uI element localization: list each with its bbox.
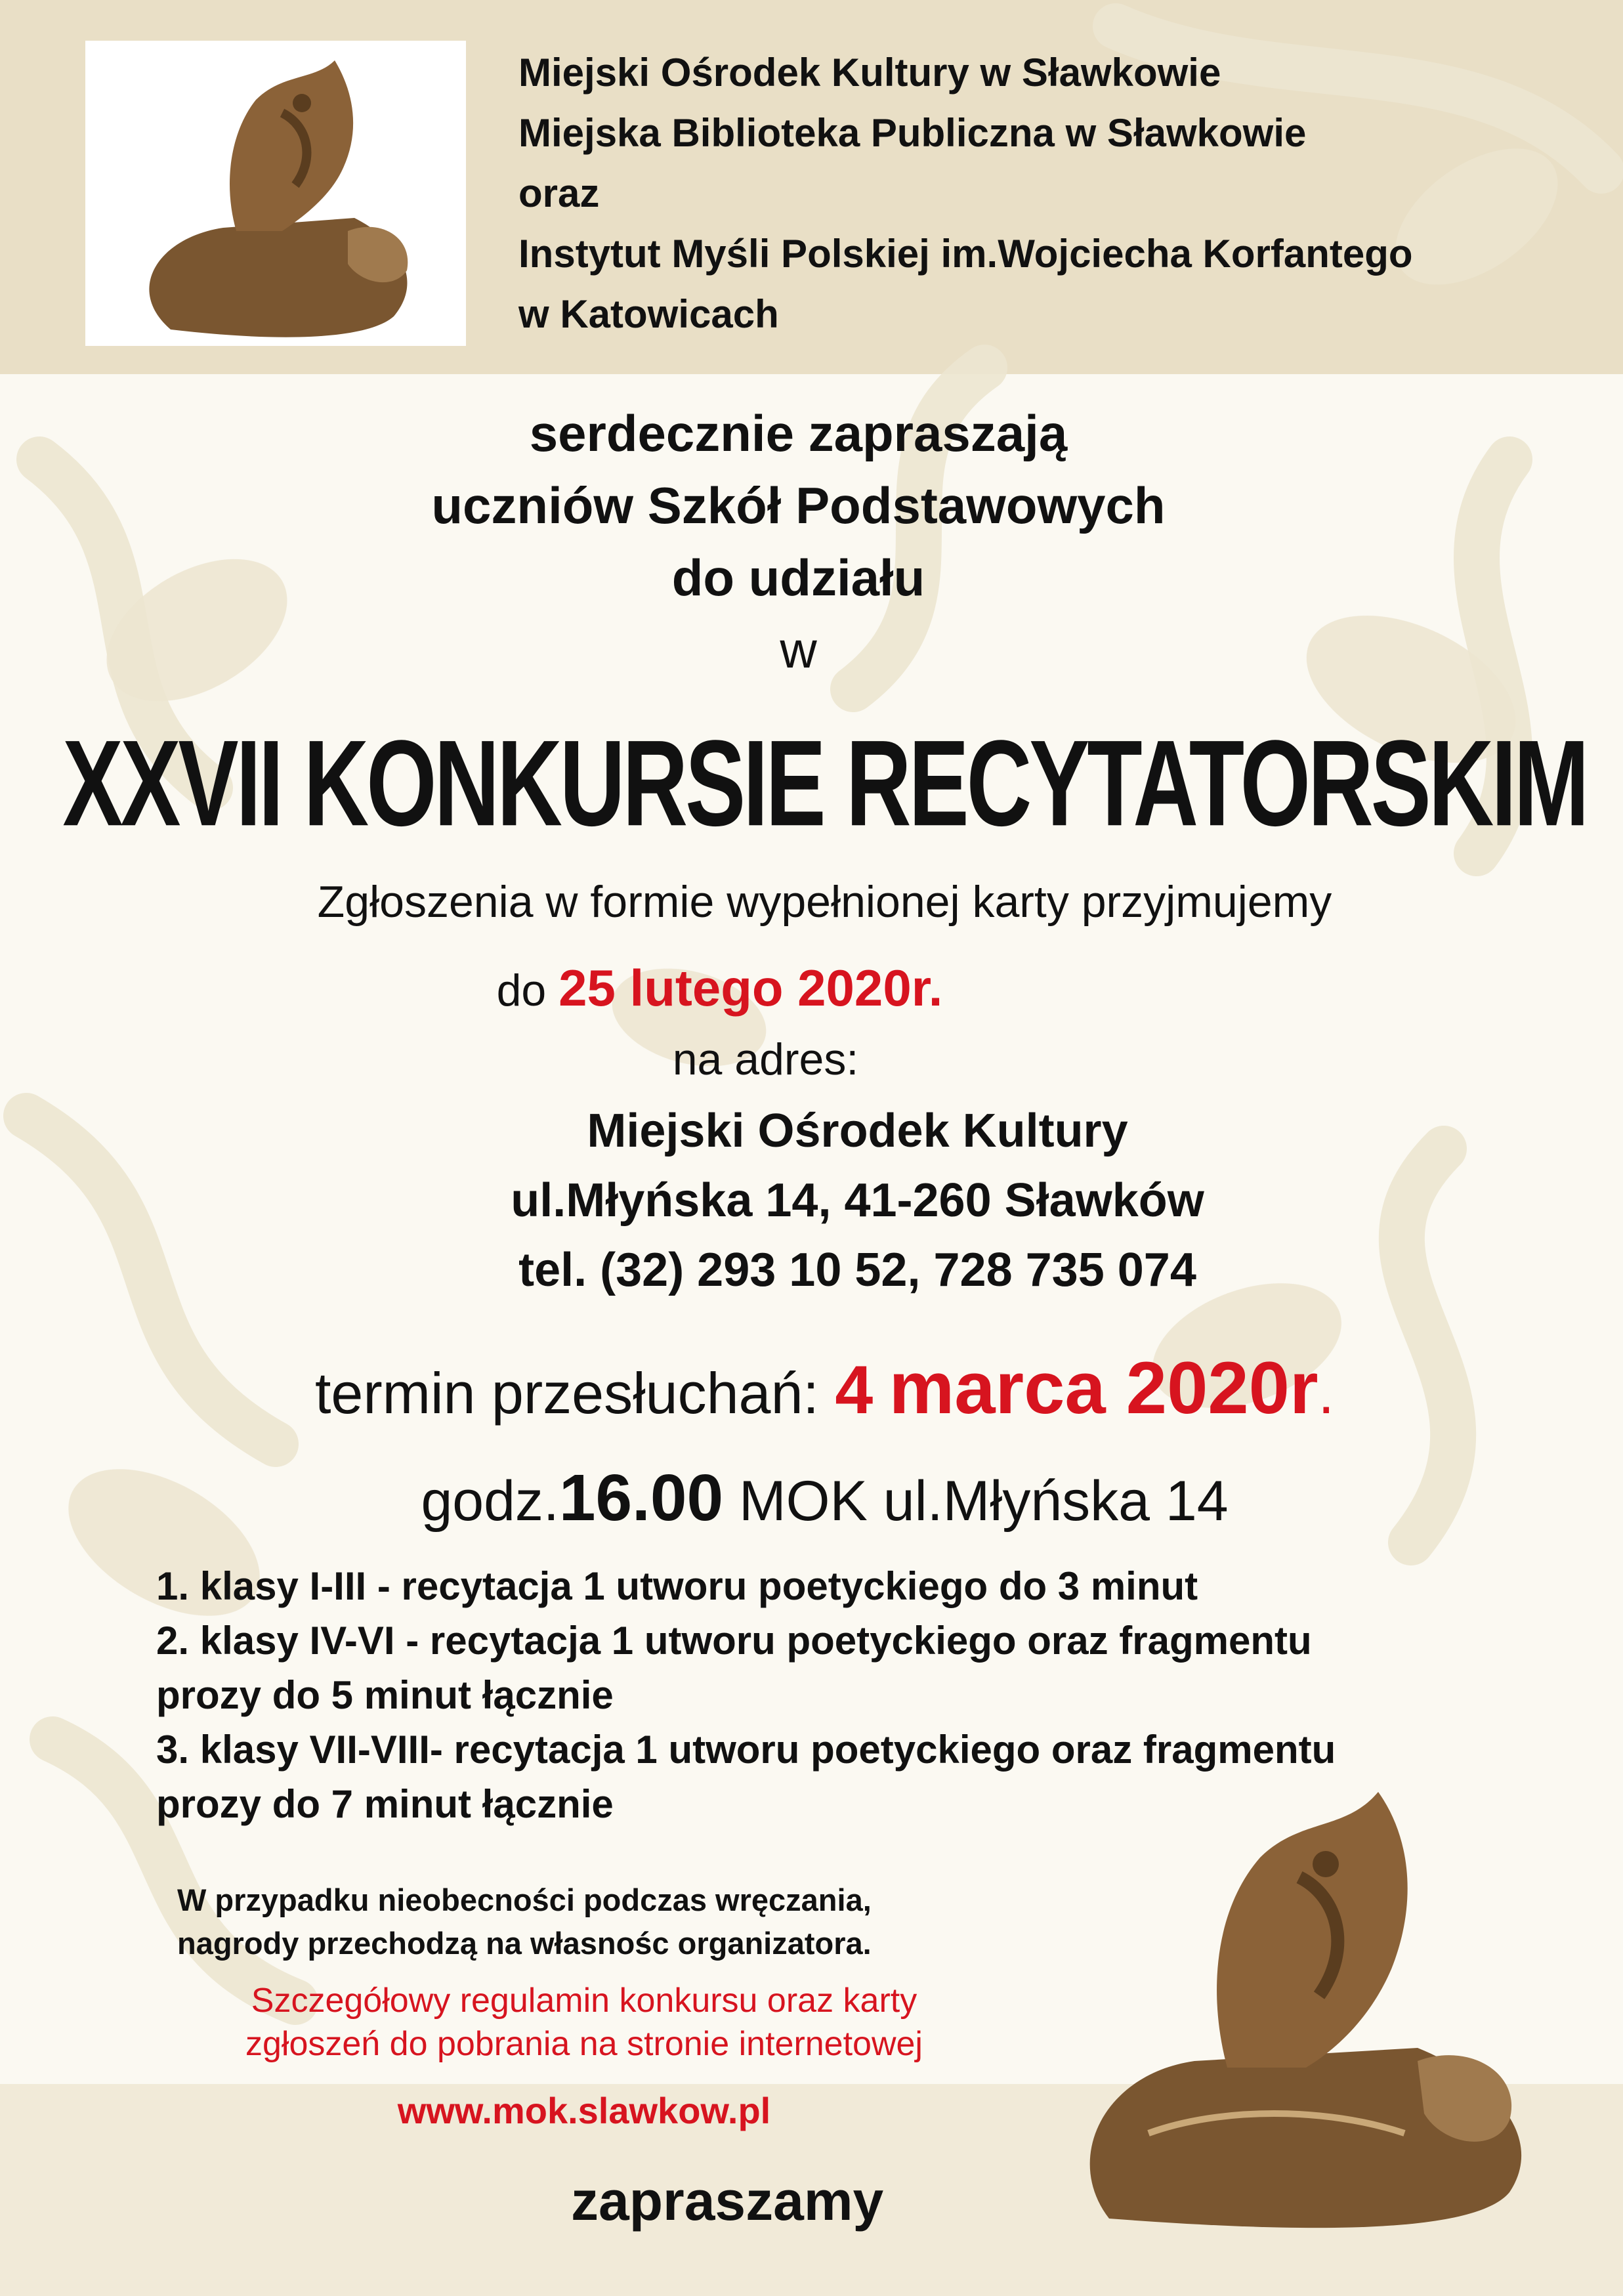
address-line: tel. (32) 293 10 52, 728 735 074 [518, 1244, 1196, 1296]
closing-text: zapraszamy [571, 2170, 884, 2232]
hearing-label: termin przesłuchań: [314, 1361, 819, 1426]
regulations-info [131, 1979, 1037, 2066]
logo-panel [85, 41, 466, 346]
deadline-date: 25 lutego 2020r. [559, 959, 943, 1017]
invitation-block [0, 397, 1610, 686]
rule-line: prozy do 5 minut łącznie [156, 1673, 614, 1717]
submission-line: Zgłoszenia w formie wypełnionej karty przyjmujemy [317, 877, 1332, 927]
hearing-place: MOK ul.Młyńska 14 [738, 1470, 1229, 1533]
rule-line: 2. klasy IV-VI - recytacja 1 utworu poetyckiego oraz fragmentu [156, 1619, 1312, 1663]
invite-line: uczniów Szkół Podstawowych [431, 477, 1166, 534]
organizer-line: Miejska Biblioteka Publiczna w Sławkowie [518, 111, 1307, 155]
note-line: nagrody przechodzą na własnośc organizatora. [177, 1926, 872, 1961]
event-title: XXVII KONKURSIE RECYTATORSKIM [62, 715, 1587, 852]
organizer-line: Instytut Myśli Polskiej im.Wojciecha Korfantego [518, 232, 1413, 276]
rule-line: prozy do 7 minut łącznie [156, 1782, 614, 1826]
hearing-date-dot: . [1318, 1361, 1334, 1426]
details-line: Szczegółowy regulamin konkursu oraz karty [251, 1982, 917, 2020]
address-label: na adres: [672, 1034, 859, 1084]
horse-sculpture-logo [85, 41, 466, 346]
note-line: W przypadku nieobecności podczas wręczania, [177, 1882, 872, 1917]
address-line: Miejski Ośrodek Kultury [587, 1105, 1128, 1157]
website-link[interactable]: www.mok.slawkow.pl [397, 2090, 771, 2131]
details-line: zgłoszeń do pobrania na stronie internetowej [245, 2025, 923, 2063]
absence-note [177, 1879, 872, 1965]
invite-line: w [780, 621, 817, 679]
invite-line: do udziału [671, 549, 925, 606]
rule-line: 1. klasy I-III - recytacja 1 utworu poetyckiego do 3 minut [156, 1564, 1198, 1608]
organizer-line: w Katowicach [518, 292, 779, 336]
organizer-line: Miejski Ośrodek Kultury w Sławkowie [518, 51, 1221, 95]
organizer-line: oraz [518, 171, 600, 215]
organizers-block [518, 43, 1413, 345]
hearing-time: 16.00 [559, 1461, 724, 1535]
time-prefix: godz. [421, 1470, 559, 1533]
rule-line: 3. klasy VII-VIII- recytacja 1 utworu poetyckiego oraz fragmentu [156, 1728, 1336, 1772]
deadline-prefix: do [496, 966, 547, 1015]
hearing-date-line [13, 1346, 1623, 1430]
hearing-day: 4 [835, 1352, 874, 1428]
horse-sculpture-illustration [1050, 1766, 1588, 2238]
hearing-time-line [13, 1460, 1623, 1536]
deadline-line [0, 958, 1531, 1018]
address-line: ul.Młyńska 14, 41-260 Sławków [511, 1174, 1204, 1227]
address-block [46, 1096, 1623, 1305]
hearing-date: marca 2020r [889, 1347, 1318, 1429]
invite-line: serdecznie zapraszają [529, 404, 1068, 462]
